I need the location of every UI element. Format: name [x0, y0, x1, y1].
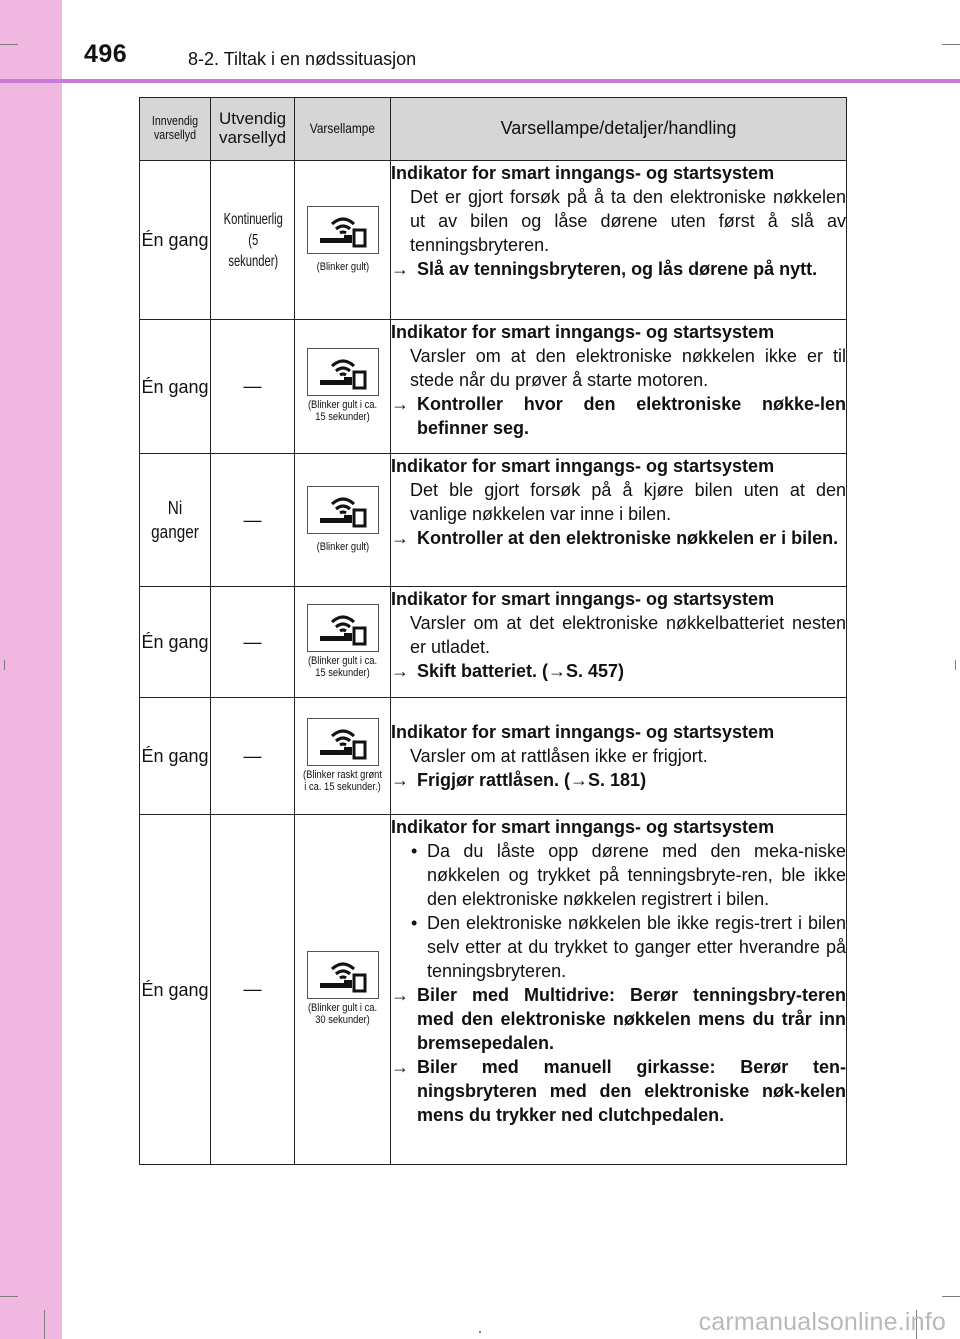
crop-mark	[0, 1296, 18, 1297]
detail-title: Indikator for smart inngangs- og startsystem	[391, 322, 775, 342]
inner-sound-cell: Ni ganger	[140, 454, 211, 587]
detail-action: → Biler med manuell girkasse: Berør ten-ningsbryteren med den elektroniske nøk-kelen mens du trykker ned clutchpedalen.	[391, 1057, 846, 1125]
inner-sound-cell: Én gang	[140, 320, 211, 454]
detail-title: Indikator for smart inngangs- og startsystem	[391, 589, 775, 609]
detail-body: Det ble gjort forsøk på å kjøre bilen uten at den vanlige nøkkelen var inne i bilen.	[410, 480, 846, 524]
detail-cell	[391, 587, 847, 698]
lamp-cell	[295, 815, 391, 1165]
lamp-note: (Blinker gult)	[316, 540, 369, 553]
detail-body: Varsler om at rattlåsen ikke er frigjort.	[410, 746, 708, 766]
inner-sound-cell: Én gang	[140, 161, 211, 320]
outer-sound-cell: —	[211, 815, 295, 1165]
table-row	[140, 698, 847, 815]
smart-key-indicator-icon	[307, 604, 379, 652]
crop-mark	[479, 1331, 481, 1333]
outer-sound-cell: —	[211, 698, 295, 815]
lamp-cell	[295, 587, 391, 698]
lamp-note: (Blinker gult i ca. 15 sekunder)	[307, 654, 378, 679]
bullet-icon: •	[411, 841, 418, 861]
lamp-note: (Blinker raskt grønt i ca. 15 sekunder.)	[303, 768, 382, 793]
detail-title: Indikator for smart inngangs- og startsystem	[391, 163, 775, 183]
inner-sound-cell: Én gang	[140, 587, 211, 698]
warning-table	[139, 97, 847, 1165]
detail-body: Det er gjort forsøk på å ta den elektroniske nøkkelen ut av bilen og låse dørene uten først å slå av tenningsbryteren.	[410, 187, 846, 255]
detail-cell	[391, 320, 847, 454]
lamp-note: (Blinker gult i ca. 30 sekunder)	[307, 1002, 378, 1026]
table-row	[140, 815, 847, 1165]
side-tab-band	[0, 0, 62, 1339]
crop-mark	[4, 660, 5, 670]
detail-cell	[391, 454, 847, 587]
detail-cell	[391, 161, 847, 320]
crop-mark	[942, 1296, 960, 1297]
detail-action: → Slå av tenningsbryteren, og lås dørene på nytt.	[391, 259, 818, 279]
crop-mark	[942, 44, 960, 45]
page-number: 496	[84, 40, 128, 68]
lamp-note: (Blinker gult i ca. 15 sekunder)	[307, 399, 378, 423]
bullet-icon: •	[411, 913, 418, 933]
header-warning-lamp: Varsellampe	[295, 98, 391, 161]
table-header-row	[140, 98, 847, 161]
arrow-icon: →	[391, 770, 409, 790]
lamp-cell	[295, 454, 391, 587]
arrow-icon: →	[391, 1057, 409, 1077]
detail-cell	[391, 815, 847, 1165]
detail-action: → Biler med Multidrive: Berør tenningsbry-teren med den elektroniske nøkkelen mens du trår inn bremsepedalen.	[391, 985, 846, 1053]
detail-action: → Skift batteriet. (→S. 457)	[391, 661, 625, 681]
smart-key-indicator-icon	[307, 951, 379, 999]
detail-title: Indikator for smart inngangs- og startsystem	[391, 817, 775, 837]
crop-mark	[955, 660, 956, 670]
arrow-icon: →	[391, 259, 409, 279]
table-row	[140, 161, 847, 320]
detail-cell	[391, 698, 847, 815]
smart-key-indicator-icon	[307, 718, 379, 766]
smart-key-indicator-icon	[307, 206, 379, 254]
lamp-cell	[295, 161, 391, 320]
detail-action: → Frigjør rattlåsen. (→S. 181)	[391, 770, 647, 790]
smart-key-indicator-icon	[307, 348, 379, 396]
detail-title: Indikator for smart inngangs- og startsystem	[391, 722, 775, 742]
lamp-cell	[295, 320, 391, 454]
lamp-note: (Blinker gult)	[316, 260, 369, 273]
arrow-icon: →	[391, 661, 409, 681]
header-outer-sound: Utvendig varsellyd	[211, 98, 295, 161]
inner-sound-cell: Én gang	[140, 698, 211, 815]
detail-body: Varsler om at den elektroniske nøkkelen ikke er til stede når du prøver å starte motoren.	[410, 346, 846, 390]
outer-sound-cell: Kontinuerlig (5 sekunder)	[211, 161, 295, 320]
arrow-icon: →	[391, 528, 409, 548]
arrow-icon: →	[391, 985, 409, 1005]
detail-action: → Kontroller hvor den elektroniske nøkke-len befinner seg.	[391, 394, 846, 438]
table-row	[140, 587, 847, 698]
crop-mark	[44, 1310, 45, 1339]
detail-body: Varsler om at det elektroniske nøkkelbatteriet nesten er utladet.	[410, 613, 846, 657]
detail-bullet: • Den elektroniske nøkkelen ble ikke regis-trert i bilen selv etter at du trykket to ganger etter hverandre på tenningsbryteren.	[411, 913, 846, 981]
lamp-cell	[295, 698, 391, 815]
header-rule	[0, 79, 960, 83]
outer-sound-cell: —	[211, 587, 295, 698]
section-title: 8-2. Tiltak i en nødssituasjon	[188, 49, 417, 69]
header-inner-sound: Innvendig varsellyd	[140, 98, 211, 161]
arrow-icon: →	[391, 394, 409, 414]
watermark: carmanualsonline.info	[698, 1308, 946, 1336]
crop-mark	[0, 44, 18, 45]
detail-action: → Kontroller at den elektroniske nøkkelen er i bilen.	[391, 528, 839, 548]
table-row	[140, 320, 847, 454]
outer-sound-cell: —	[211, 454, 295, 587]
header-details: Varsellampe/detaljer/handling	[391, 98, 847, 161]
smart-key-indicator-icon	[307, 486, 379, 534]
table-row	[140, 454, 847, 587]
outer-sound-cell: —	[211, 320, 295, 454]
inner-sound-cell: Én gang	[140, 815, 211, 1165]
detail-bullet: • Da du låste opp dørene med den meka-niske nøkkelen og trykket på tenningsbryte-ren, ble ikke den elektroniske nøkkelen registrert i bilen.	[411, 841, 846, 909]
detail-title: Indikator for smart inngangs- og startsystem	[391, 456, 775, 476]
